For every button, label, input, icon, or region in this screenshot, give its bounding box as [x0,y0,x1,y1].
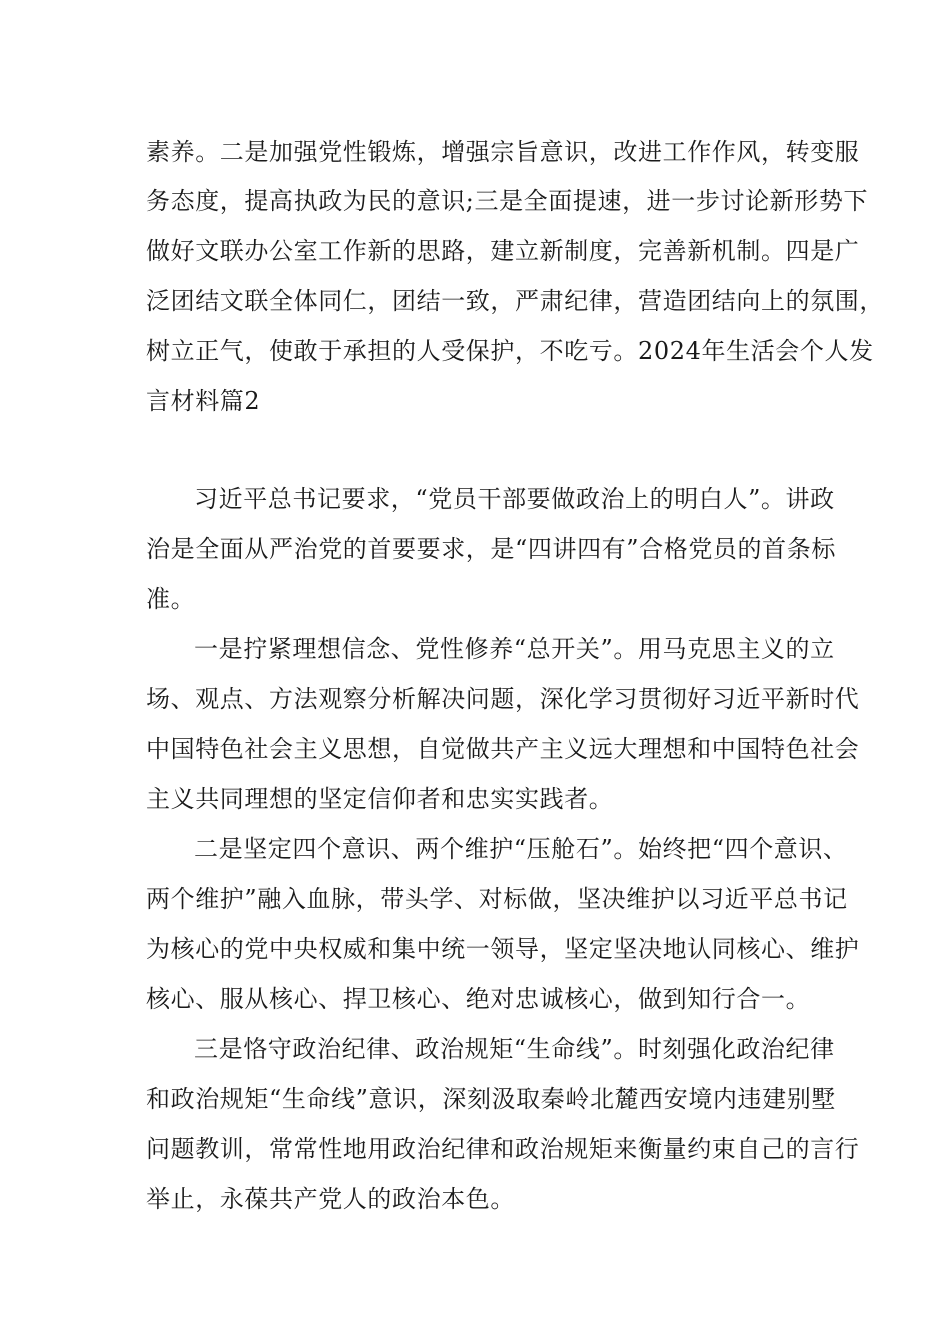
paragraph-line: 习近平总书记要求，“党员干部要做政治上的明白人”。讲政 [194,485,835,513]
paragraph-line: 两个维护”融入血脉，带头学、对标做，坚决维护以习近平总书记 [146,885,848,913]
paragraph-line: 一是拧紧理想信念、党性修养“总开关”。用马克思主义的立 [194,635,835,663]
paragraph-line: 言材料篇2 [146,387,261,415]
paragraph-line: 树立正气，使敢于承担的人受保护，不吃亏。2024年生活会个人发 [146,337,874,365]
paragraph-line: 为核心的党中央权威和集中统一领导，坚定坚决地认同核心、维护 [146,935,860,963]
paragraph-line: 治是全面从严治党的首要要求，是“四讲四有”合格党员的首条标 [146,535,836,563]
paragraph-line: 核心、服从核心、捍卫核心、绝对忠诚核心，做到知行合一。 [146,985,811,1013]
paragraph-line: 举止，永葆共产党人的政治本色。 [146,1185,515,1213]
paragraph-line: 素养。二是加强党性锻炼，增强宗旨意识，改进工作作风，转变服 [146,138,860,166]
paragraph-line: 三是恪守政治纪律、政治规矩“生命线”。时刻强化政治纪律 [194,1035,835,1063]
paragraph-line: 场、观点、方法观察分析解决问题，深化学习贯彻好习近平新时代 [146,685,860,713]
paragraph-line: 准。 [146,585,196,613]
paragraph-line: 和政治规矩“生命线”意识，深刻汲取秦岭北麓西安境内违建别墅 [146,1085,836,1113]
paragraph-line: 做好文联办公室工作新的思路，建立新制度，完善新机制。四是广 [146,237,860,265]
paragraph-line: 泛团结文联全体同仁，团结一致，严肃纪律，营造团结向上的氛围， [146,287,884,315]
paragraph-line: 二是坚定四个意识、两个维护“压舱石”。始终把“四个意识、 [194,835,848,863]
paragraph-line: 主义共同理想的坚定信仰者和忠实实践者。 [146,785,614,813]
paragraph-line: 中国特色社会主义思想，自觉做共产主义远大理想和中国特色社会 [146,735,860,763]
paragraph-line: 问题教训，常常性地用政治纪律和政治规矩来衡量约束自己的言行 [146,1135,860,1163]
paragraph-line: 务态度，提高执政为民的意识;三是全面提速，进一步讨论新形势下 [146,187,869,215]
